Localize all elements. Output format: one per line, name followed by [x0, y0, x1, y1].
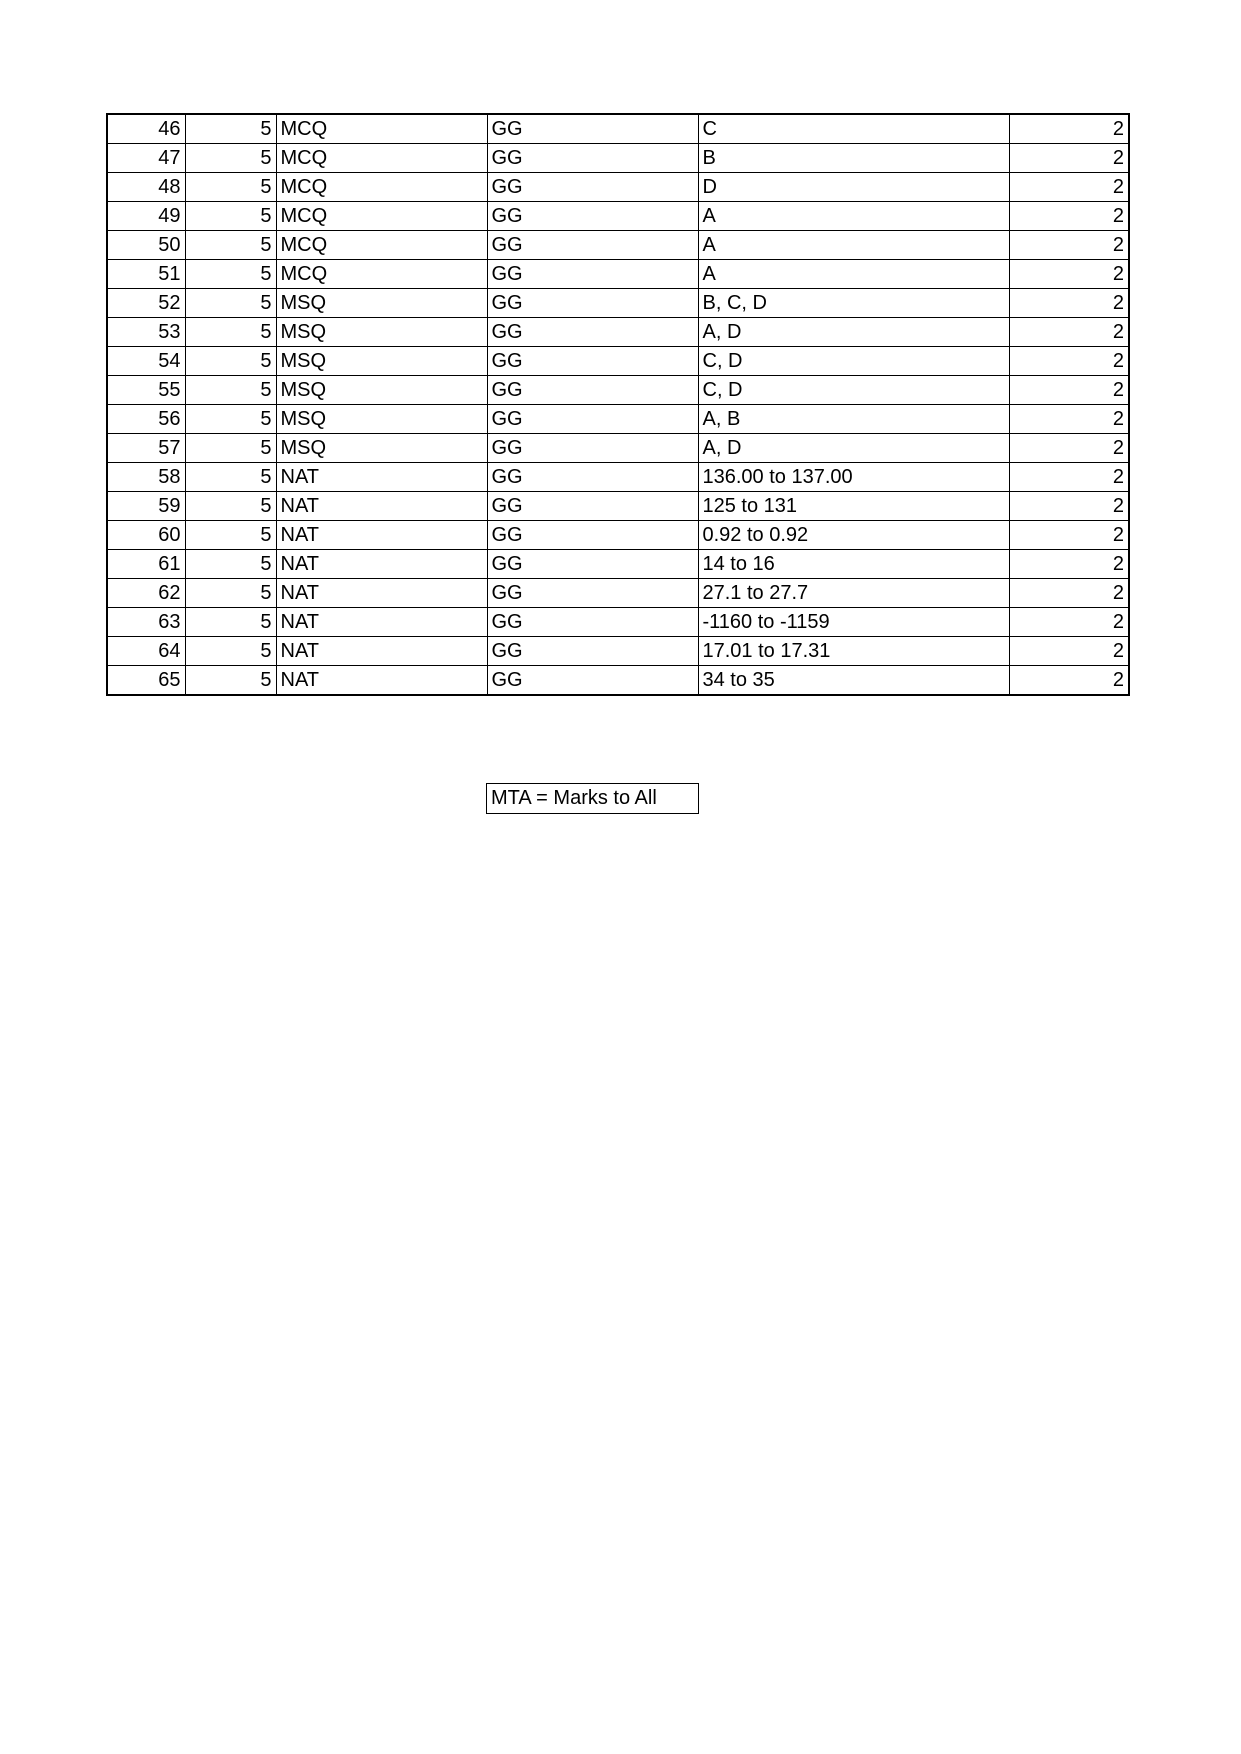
section-cell: GG — [487, 608, 698, 637]
answer-key-cell: A, D — [698, 434, 1009, 463]
question-type-cell: MCQ — [276, 260, 487, 289]
question-type-cell: MCQ — [276, 231, 487, 260]
table-row — [107, 347, 1129, 376]
session-cell: 5 — [185, 114, 276, 144]
section-cell: GG — [487, 550, 698, 579]
marks-cell: 2 — [1009, 579, 1129, 608]
answer-key-cell: B — [698, 144, 1009, 173]
section-cell: GG — [487, 463, 698, 492]
session-cell: 5 — [185, 434, 276, 463]
table-row — [107, 173, 1129, 202]
session-cell: 5 — [185, 173, 276, 202]
section-cell: GG — [487, 114, 698, 144]
session-cell: 5 — [185, 579, 276, 608]
marks-cell: 2 — [1009, 405, 1129, 434]
table-row — [107, 260, 1129, 289]
session-cell: 5 — [185, 318, 276, 347]
answer-key-cell: C — [698, 114, 1009, 144]
question-type-cell: NAT — [276, 492, 487, 521]
session-cell: 5 — [185, 637, 276, 666]
marks-cell: 2 — [1009, 550, 1129, 579]
table-row — [107, 202, 1129, 231]
table-row — [107, 376, 1129, 405]
answer-key-table — [106, 113, 1130, 696]
marks-cell: 2 — [1009, 608, 1129, 637]
table-row — [107, 289, 1129, 318]
section-cell: GG — [487, 579, 698, 608]
answer-key-body — [107, 114, 1129, 695]
section-cell: GG — [487, 666, 698, 696]
session-cell: 5 — [185, 666, 276, 696]
section-cell: GG — [487, 202, 698, 231]
marks-cell: 2 — [1009, 144, 1129, 173]
question-type-cell: NAT — [276, 521, 487, 550]
question-number-cell: 60 — [107, 521, 185, 550]
question-number-cell: 54 — [107, 347, 185, 376]
table-row — [107, 434, 1129, 463]
question-type-cell: NAT — [276, 463, 487, 492]
session-cell: 5 — [185, 405, 276, 434]
section-cell: GG — [487, 347, 698, 376]
answer-key-cell: 17.01 to 17.31 — [698, 637, 1009, 666]
marks-cell: 2 — [1009, 376, 1129, 405]
section-cell: GG — [487, 173, 698, 202]
question-number-cell: 53 — [107, 318, 185, 347]
answer-key-cell: 14 to 16 — [698, 550, 1009, 579]
question-type-cell: NAT — [276, 637, 487, 666]
marks-cell: 2 — [1009, 289, 1129, 318]
question-number-cell: 65 — [107, 666, 185, 696]
question-type-cell: NAT — [276, 579, 487, 608]
question-type-cell: MSQ — [276, 318, 487, 347]
question-type-cell: NAT — [276, 550, 487, 579]
table-row — [107, 144, 1129, 173]
table-row — [107, 550, 1129, 579]
marks-cell: 2 — [1009, 231, 1129, 260]
question-number-cell: 49 — [107, 202, 185, 231]
session-cell: 5 — [185, 492, 276, 521]
table-row — [107, 579, 1129, 608]
session-cell: 5 — [185, 144, 276, 173]
question-type-cell: MSQ — [276, 405, 487, 434]
table-row — [107, 521, 1129, 550]
marks-cell: 2 — [1009, 492, 1129, 521]
question-type-cell: MCQ — [276, 202, 487, 231]
legend-text: MTA = Marks to All — [491, 787, 657, 809]
marks-cell: 2 — [1009, 463, 1129, 492]
answer-key-cell: 27.1 to 27.7 — [698, 579, 1009, 608]
table-row — [107, 231, 1129, 260]
table-row — [107, 608, 1129, 637]
question-number-cell: 55 — [107, 376, 185, 405]
answer-key-cell: A, D — [698, 318, 1009, 347]
marks-cell: 2 — [1009, 434, 1129, 463]
question-number-cell: 62 — [107, 579, 185, 608]
session-cell: 5 — [185, 550, 276, 579]
marks-cell: 2 — [1009, 347, 1129, 376]
session-cell: 5 — [185, 347, 276, 376]
marks-cell: 2 — [1009, 318, 1129, 347]
session-cell: 5 — [185, 521, 276, 550]
question-type-cell: MSQ — [276, 434, 487, 463]
table-row — [107, 405, 1129, 434]
section-cell: GG — [487, 521, 698, 550]
question-number-cell: 46 — [107, 114, 185, 144]
question-type-cell: NAT — [276, 666, 487, 696]
answer-key-cell: A — [698, 260, 1009, 289]
table-row — [107, 666, 1129, 696]
marks-cell: 2 — [1009, 521, 1129, 550]
question-number-cell: 47 — [107, 144, 185, 173]
question-number-cell: 58 — [107, 463, 185, 492]
answer-key-cell: C, D — [698, 347, 1009, 376]
marks-cell: 2 — [1009, 202, 1129, 231]
answer-key-cell: D — [698, 173, 1009, 202]
answer-key-cell: 0.92 to 0.92 — [698, 521, 1009, 550]
section-cell: GG — [487, 260, 698, 289]
section-cell: GG — [487, 318, 698, 347]
answer-key-cell: A — [698, 202, 1009, 231]
answer-key-cell: 125 to 131 — [698, 492, 1009, 521]
question-type-cell: MSQ — [276, 376, 487, 405]
section-cell: GG — [487, 231, 698, 260]
question-number-cell: 57 — [107, 434, 185, 463]
section-cell: GG — [487, 434, 698, 463]
question-number-cell: 59 — [107, 492, 185, 521]
table-row — [107, 114, 1129, 144]
table-row — [107, 318, 1129, 347]
session-cell: 5 — [185, 608, 276, 637]
answer-key-cell: -1160 to -1159 — [698, 608, 1009, 637]
answer-key-cell: B, C, D — [698, 289, 1009, 318]
marks-cell: 2 — [1009, 637, 1129, 666]
question-number-cell: 51 — [107, 260, 185, 289]
marks-cell: 2 — [1009, 114, 1129, 144]
question-number-cell: 56 — [107, 405, 185, 434]
question-number-cell: 48 — [107, 173, 185, 202]
session-cell: 5 — [185, 463, 276, 492]
section-cell: GG — [487, 289, 698, 318]
question-type-cell: MSQ — [276, 289, 487, 318]
table-row — [107, 492, 1129, 521]
question-type-cell: MCQ — [276, 173, 487, 202]
section-cell: GG — [487, 376, 698, 405]
question-number-cell: 61 — [107, 550, 185, 579]
marks-cell: 2 — [1009, 173, 1129, 202]
table-row — [107, 463, 1129, 492]
session-cell: 5 — [185, 376, 276, 405]
answer-key-cell: 34 to 35 — [698, 666, 1009, 696]
table-row — [107, 637, 1129, 666]
question-type-cell: NAT — [276, 608, 487, 637]
session-cell: 5 — [185, 231, 276, 260]
marks-cell: 2 — [1009, 260, 1129, 289]
section-cell: GG — [487, 405, 698, 434]
answer-key-cell: A, B — [698, 405, 1009, 434]
answer-key-cell: 136.00 to 137.00 — [698, 463, 1009, 492]
question-number-cell: 64 — [107, 637, 185, 666]
question-type-cell: MSQ — [276, 347, 487, 376]
section-cell: GG — [487, 144, 698, 173]
legend-box — [486, 783, 699, 814]
session-cell: 5 — [185, 289, 276, 318]
answer-key-cell: C, D — [698, 376, 1009, 405]
session-cell: 5 — [185, 202, 276, 231]
question-number-cell: 63 — [107, 608, 185, 637]
section-cell: GG — [487, 492, 698, 521]
session-cell: 5 — [185, 260, 276, 289]
answer-key-cell: A — [698, 231, 1009, 260]
question-type-cell: MCQ — [276, 144, 487, 173]
section-cell: GG — [487, 637, 698, 666]
question-number-cell: 50 — [107, 231, 185, 260]
question-number-cell: 52 — [107, 289, 185, 318]
marks-cell: 2 — [1009, 666, 1129, 696]
question-type-cell: MCQ — [276, 114, 487, 144]
